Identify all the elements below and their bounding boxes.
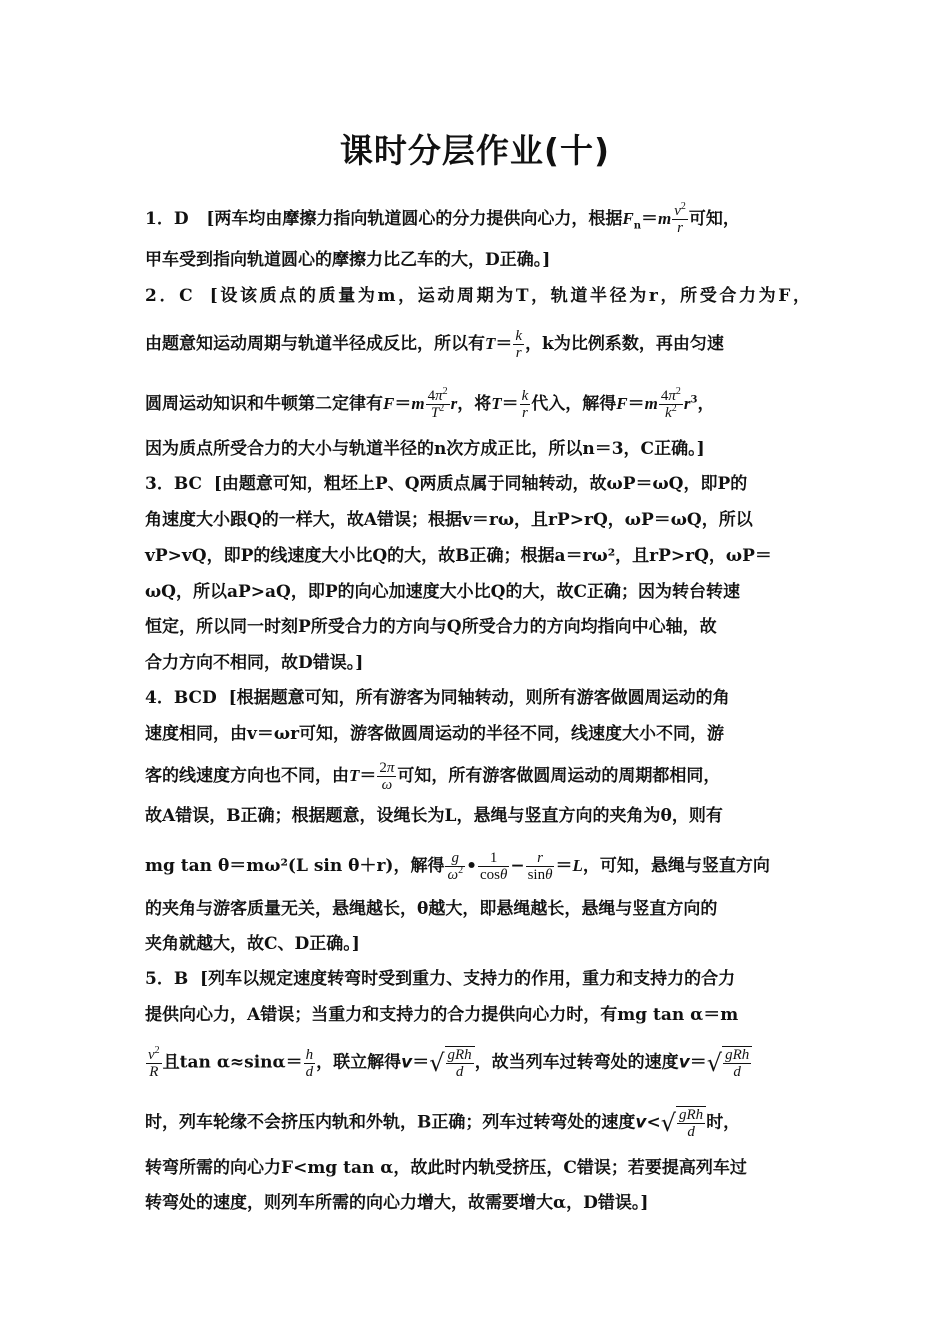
- answer-4-line-3: 客的线速度方向也不同，由T＝ $\frac{2\pi}{\omega}$ 可知，所有游客做圆周运动的周期都相同，: [145, 760, 721, 793]
- answer-4-line-7: 夹角就越大，故C、D正确。]: [145, 934, 360, 954]
- answer-3-line-2: 角速度大小跟Q的一样大，故A错误；根据v＝rω，且rP>rQ，ωP＝ωQ，所以: [145, 510, 753, 530]
- formula-k-over-r: $\frac{k}{r}$: [515, 328, 523, 361]
- answer-3-label: 3．BC: [145, 474, 203, 494]
- answer-5-label: 5．B: [145, 969, 189, 989]
- answer-3-line-3: vP>vQ，即P的线速度大小比Q的大，故B正确；根据a＝rω²，且rP>rQ，ωP＝: [145, 546, 772, 566]
- answer-4-line-6: 的夹角与游客质量无关，悬绳越长，θ越大，即悬绳越长，悬绳与竖直方向的: [145, 899, 718, 919]
- page-title: 课时分层作业(十): [339, 131, 611, 170]
- answer-2-line-1: 2．C [设该质点的质量为m，运动周期为T，轨道半径为r，所受合力为F，: [145, 286, 810, 306]
- answer-5-line-4: 时，列车轮缘不会挤压内轨和外轨，B正确；列车过转弯处的速度v<√ $\frac{\text{gRh}}{d}$ 时，: [145, 1107, 741, 1140]
- answer-2-label: 2．C: [145, 286, 193, 306]
- answer-4-label: 4．BCD: [145, 688, 217, 708]
- answer-2-line-4: 因为质点所受合力的大小与轨道半径的n次方成正比，所以n＝3，C正确。]: [145, 439, 705, 459]
- answer-4-line-2: 速度相同，由v＝ωr可知，游客做圆周运动的半径不同，线速度大小不同，游: [145, 724, 725, 744]
- formula-k-over-r-2: $\frac{k}{r}$: [521, 388, 529, 421]
- answer-5-line-5: 转弯所需的向心力F<mg tan α，故此时内轨受挤压，C错误；若要提高列车过: [145, 1158, 747, 1178]
- formula-h-over-d: $\frac{h}{d}$: [305, 1046, 314, 1080]
- formula-v2-over-R: $\frac{v^2}{R}$: [148, 1044, 160, 1080]
- formula-4pi2-over-t2: $\frac{4\pi^2}{T^2}$: [427, 386, 448, 421]
- answer-3-line-4: ωQ，所以aP>aQ，即P的向心加速度大小比Q的大，故C正确；因为转台转速: [145, 582, 740, 602]
- answer-4-line-4: 故A错误，B正确；根据题意，设绳长为L，悬绳与竖直方向的夹角为θ，则有: [145, 806, 723, 826]
- answer-5-line-6: 转弯处的速度，则列车所需的向心力增大，故需要增大α，D错误。]: [145, 1193, 649, 1213]
- answer-2-line-3: 圆周运动知识和牛顿第二定律有F＝m $\frac{4\pi^2}{T^2}$ r，将T＝ $\frac{k}{r}$ 代入，解得F＝m $\frac{4\pi^2}{k^2}$ $r^3$，: [145, 386, 715, 421]
- formula-sqrt-grh-over-d-2: √ $\frac{\text{gRh}}{d}$: [707, 1046, 752, 1080]
- answer-5-line-1: 5．B [列车以规定速度转弯时受到重力、支持力的作用，重力和支持力的合力: [145, 969, 736, 989]
- formula-sqrt-grh-over-d-3: √ $\frac{\text{gRh}}{d}$: [661, 1106, 706, 1140]
- answer-5-line-2: 提供向心力，A错误；当重力和支持力的合力提供向心力时，有mg tan α＝m: [145, 1005, 739, 1025]
- answer-5-line-3: $\frac{v^2}{R}$ 且tan α≈sinα＝ $\frac{h}{d}$ ，联立解得v＝√ $\frac{\text{gRh}}{d}$ ，故当列车过转弯处的速度v＝√ $\frac{\text{gRh}}{d}$: [145, 1046, 810, 1080]
- formula-1-over-cos: $\frac{1}{\cos\theta}$: [479, 850, 508, 883]
- answer-4-line-5: mg tan θ＝mω²(L sin θ＋r)，解得 $\frac{g}{\omega^2}$ • $\frac{1}{\cos\theta}$ − $\frac{r}{\sin\theta}$ ＝L，可知，悬绳与竖直方向: [145, 850, 770, 883]
- answer-2-line-2: 由题意知运动周期与轨道半径成反比，所以有T＝ $\frac{k}{r}$ ，k为比例系数，再由匀速: [145, 328, 724, 361]
- answer-3-line-5: 恒定，所以同一时刻P所受合力的方向与Q所受合力的方向均指向中心轴，故: [145, 617, 717, 637]
- formula-2pi-over-omega: $\frac{2\pi}{\omega}$: [379, 760, 395, 793]
- answer-1-line-2: 甲车受到指向轨道圆心的摩擦力比乙车的大，D正确。]: [145, 250, 551, 270]
- formula-v2-over-r: $\frac{v^2}{r}$: [674, 201, 686, 236]
- answer-4-line-1: 4．BCD [根据题意可知，所有游客为同轴转动，则所有游客做圆周运动的角: [145, 688, 730, 708]
- formula-sqrt-grh-over-d: √ $\frac{\text{gRh}}{d}$: [429, 1046, 474, 1080]
- answer-1-line-1: 1．D [两车均由摩擦力指向轨道圆心的分力提供向心力，根据$F_n=m$ $\frac{v^2}{r}$ 可知，: [145, 201, 740, 236]
- formula-g-over-omega2: $\frac{g}{\omega^2}$: [447, 850, 464, 883]
- formula-4pi2-over-k2: $\frac{4\pi^2}{k^2}$: [660, 386, 681, 421]
- answer-1-label: 1．D: [145, 209, 189, 229]
- answer-3-line-6: 合力方向不相同，故D错误。]: [145, 653, 364, 673]
- answer-3-line-1: 3．BC [由题意可知，粗坯上P、Q两质点属于同轴转动，故ωP＝ωQ，即P的: [145, 474, 748, 494]
- formula-r-over-sin: $\frac{r}{\sin\theta}$: [527, 850, 553, 883]
